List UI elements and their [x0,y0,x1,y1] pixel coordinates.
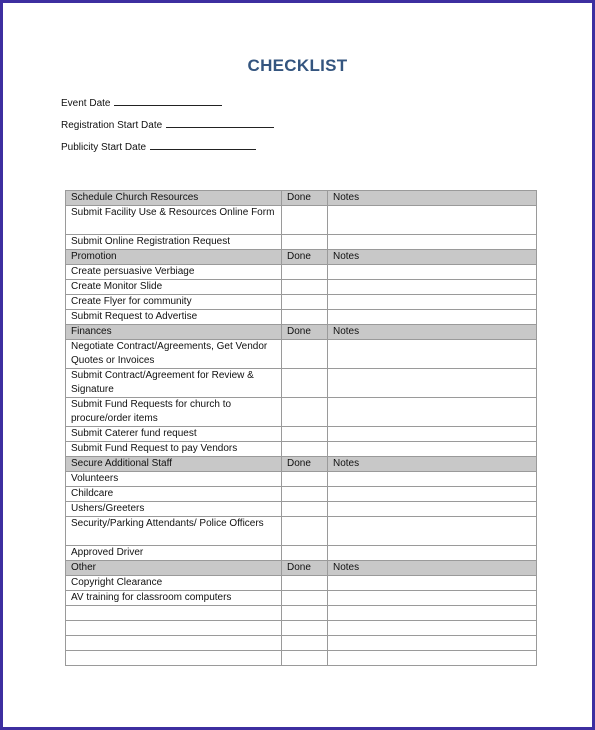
task-label: Approved Driver [66,546,282,561]
notes-cell[interactable] [328,591,537,606]
done-cell[interactable] [282,517,328,546]
notes-cell[interactable] [328,576,537,591]
done-cell[interactable] [282,280,328,295]
table-row [66,295,537,310]
done-header: Done [282,457,328,472]
notes-cell[interactable] [328,606,537,621]
task-label: Create Flyer for community [66,295,282,310]
section-header-row [66,191,537,206]
notes-cell[interactable] [328,517,537,546]
table-row [66,502,537,517]
done-cell[interactable] [282,591,328,606]
done-cell[interactable] [282,265,328,280]
notes-cell[interactable] [328,369,537,398]
task-label: Submit Facility Use & Resources Online Form [66,206,282,235]
notes-cell[interactable] [328,621,537,636]
table-row [66,280,537,295]
section-title: Promotion [66,250,282,265]
publicity-start-date-label: Publicity Start Date [61,142,147,153]
done-cell[interactable] [282,606,328,621]
table-row [66,265,537,280]
notes-cell[interactable] [328,427,537,442]
notes-cell[interactable] [328,280,537,295]
task-label: Childcare [66,487,282,502]
done-cell[interactable] [282,576,328,591]
done-cell[interactable] [282,651,328,666]
done-cell[interactable] [282,636,328,651]
notes-cell[interactable] [328,235,537,250]
checklist-table [65,190,537,666]
done-cell[interactable] [282,487,328,502]
section-header-row [66,457,537,472]
blank-table-row [66,651,537,666]
section-title: Other [66,561,282,576]
notes-cell[interactable] [328,546,537,561]
task-label: Volunteers [66,472,282,487]
task-label: Submit Request to Advertise [66,310,282,325]
task-cell[interactable] [66,651,282,666]
task-label: Submit Contract/Agreement for Review & Signature [66,369,282,398]
section-title: Schedule Church Resources [66,191,282,206]
task-label: Ushers/Greeters [66,502,282,517]
publicity-start-date-field [61,140,256,153]
task-label: Copyright Clearance [66,576,282,591]
notes-header: Notes [328,457,537,472]
notes-header: Notes [328,250,537,265]
done-cell[interactable] [282,295,328,310]
table-row [66,369,537,398]
task-cell[interactable] [66,621,282,636]
task-cell[interactable] [66,636,282,651]
done-header: Done [282,250,328,265]
blank-table-row [66,621,537,636]
done-cell[interactable] [282,340,328,369]
notes-cell[interactable] [328,340,537,369]
table-row [66,398,537,427]
task-label: Submit Fund Requests for church to procure/order items [66,398,282,427]
table-row [66,591,537,606]
notes-cell[interactable] [328,398,537,427]
page-title: CHECKLIST [247,56,348,75]
done-cell[interactable] [282,502,328,517]
publicity-start-date-blank[interactable] [150,140,256,150]
section-header-row [66,325,537,340]
registration-start-date-label: Registration Start Date [61,120,163,131]
task-cell[interactable] [66,606,282,621]
done-cell[interactable] [282,427,328,442]
event-date-blank[interactable] [114,96,222,106]
notes-cell[interactable] [328,487,537,502]
notes-cell[interactable] [328,651,537,666]
task-label: Negotiate Contract/Agreements, Get Vendor Quotes or Invoices [66,340,282,369]
done-header: Done [282,325,328,340]
table-row [66,427,537,442]
task-label: Submit Caterer fund request [66,427,282,442]
table-row [66,487,537,502]
task-label: Create persuasive Verbiage [66,265,282,280]
notes-cell[interactable] [328,502,537,517]
done-cell[interactable] [282,546,328,561]
notes-header: Notes [328,325,537,340]
done-cell[interactable] [282,621,328,636]
notes-cell[interactable] [328,472,537,487]
table-row [66,340,537,369]
done-header: Done [282,191,328,206]
table-row [66,576,537,591]
section-title: Finances [66,325,282,340]
notes-cell[interactable] [328,295,537,310]
table-row [66,310,537,325]
section-header-row [66,561,537,576]
done-header: Done [282,561,328,576]
table-row [66,472,537,487]
registration-start-date-field [61,118,274,131]
task-label: Security/Parking Attendants/ Police Officers [66,517,282,546]
done-cell[interactable] [282,398,328,427]
section-header-row [66,250,537,265]
notes-cell[interactable] [328,636,537,651]
notes-cell[interactable] [328,206,537,235]
notes-cell[interactable] [328,442,537,457]
blank-table-row [66,606,537,621]
task-label: Submit Fund Request to pay Vendors [66,442,282,457]
done-cell[interactable] [282,310,328,325]
notes-cell[interactable] [328,310,537,325]
done-cell[interactable] [282,369,328,398]
done-cell[interactable] [282,206,328,235]
notes-header: Notes [328,191,537,206]
notes-cell[interactable] [328,265,537,280]
registration-start-date-blank[interactable] [166,118,274,128]
task-label: Create Monitor Slide [66,280,282,295]
table-row [66,235,537,250]
done-cell[interactable] [282,472,328,487]
table-row [66,546,537,561]
task-label: Submit Online Registration Request [66,235,282,250]
done-cell[interactable] [282,442,328,457]
task-label: AV training for classroom computers [66,591,282,606]
table-row [66,517,537,546]
done-cell[interactable] [282,235,328,250]
event-date-label: Event Date [61,98,111,109]
section-title: Secure Additional Staff [66,457,282,472]
notes-header: Notes [328,561,537,576]
event-date-field [61,96,222,109]
blank-table-row [66,636,537,651]
table-row [66,206,537,235]
table-row [66,442,537,457]
